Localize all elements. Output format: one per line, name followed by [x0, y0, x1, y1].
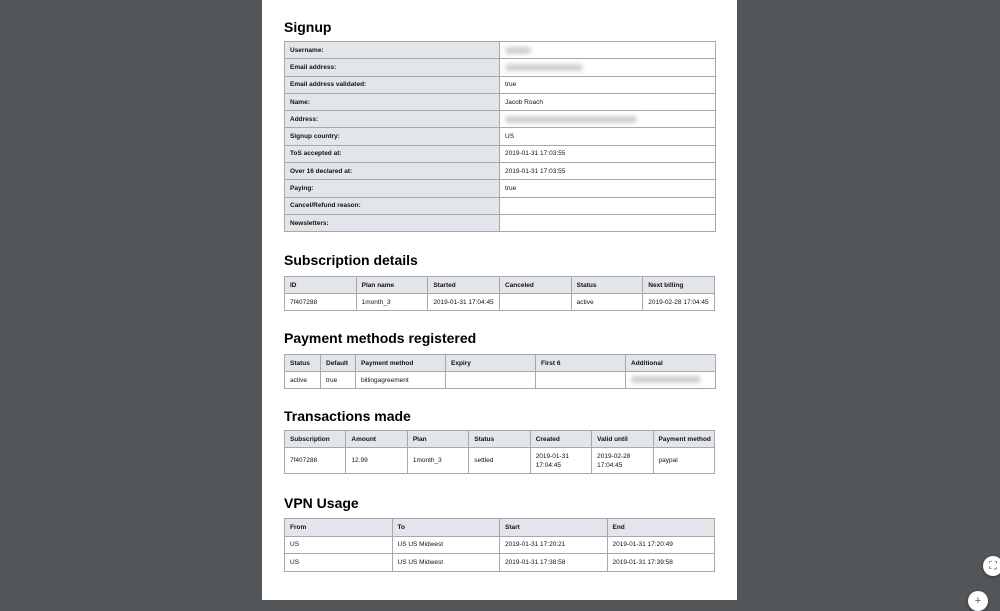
signup-row-username	[285, 42, 716, 59]
column-header: Payment method	[356, 355, 446, 372]
fit-page-icon[interactable]: ⛶	[983, 556, 1000, 576]
signup-value-redacted	[500, 59, 716, 76]
column-header: Amount	[346, 431, 407, 448]
table-cell: active	[571, 294, 643, 311]
column-header: End	[607, 519, 715, 537]
signup-section	[284, 16, 716, 232]
table-cell: 7f407288	[285, 448, 346, 474]
signup-row-paying	[285, 180, 716, 197]
table-cell	[499, 294, 571, 311]
table-cell: 2019-01-31 17:39:58	[607, 554, 715, 572]
signup-row-name	[285, 93, 716, 110]
vpn-title: VPN Usage	[284, 495, 359, 511]
signup-row-tos	[285, 145, 716, 162]
signup-row-email-validated	[285, 76, 716, 93]
table-cell: 2019-01-31 17:38:58	[500, 554, 608, 572]
redacted-blur	[505, 116, 637, 123]
column-header: Created	[530, 431, 591, 448]
signup-table	[284, 41, 716, 232]
column-header: Payment method	[653, 431, 714, 448]
table-row	[285, 372, 716, 389]
signup-value-redacted	[500, 42, 716, 59]
signup-value: 2019-01-31 17:03:55	[500, 163, 716, 180]
column-header: To	[392, 519, 500, 537]
signup-label: Cancel/Refund reason:	[285, 197, 500, 214]
column-header: Next billing	[643, 277, 715, 294]
table-header-row	[285, 519, 715, 537]
signup-value: US	[500, 128, 716, 145]
table-cell: 2019-01-31 17:04:45	[428, 294, 500, 311]
transactions-title: Transactions made	[284, 408, 411, 424]
table-cell: active	[285, 372, 321, 389]
signup-value	[500, 214, 716, 231]
payment-table	[284, 354, 716, 389]
column-header: Canceled	[499, 277, 571, 294]
subscription-table	[284, 276, 715, 311]
table-row	[285, 536, 715, 554]
table-cell: 2019-01-31 17:20:49	[607, 536, 715, 554]
table-cell: paypal	[653, 448, 714, 474]
signup-value: 2019-01-31 17:03:55	[500, 145, 716, 162]
table-header-row	[285, 277, 715, 294]
signup-label: ToS accepted at:	[285, 145, 500, 162]
transactions-section	[284, 405, 715, 474]
column-header: Plan	[407, 431, 468, 448]
column-header: Additional	[626, 355, 716, 372]
table-row	[285, 294, 715, 311]
signup-row-newsletters	[285, 214, 716, 231]
table-header-row	[285, 431, 715, 448]
table-cell	[446, 372, 536, 389]
column-header: Start	[500, 519, 608, 537]
column-header: Expiry	[446, 355, 536, 372]
signup-value-redacted	[500, 111, 716, 128]
signup-row-country	[285, 128, 716, 145]
signup-row-address	[285, 111, 716, 128]
table-cell: 7f407288	[285, 294, 357, 311]
subscription-title: Subscription details	[284, 252, 418, 268]
signup-label: Name:	[285, 93, 500, 110]
signup-value: true	[500, 180, 716, 197]
column-header: First 6	[536, 355, 626, 372]
table-cell: US	[285, 554, 393, 572]
redacted-blur	[505, 47, 531, 54]
signup-label: Address:	[285, 111, 500, 128]
signup-label: Paying:	[285, 180, 500, 197]
column-header: Started	[428, 277, 500, 294]
table-cell: US US Midwest	[392, 536, 500, 554]
table-cell: 2019-02-28 17:04:45	[643, 294, 715, 311]
vpn-table	[284, 518, 715, 572]
table-header-row	[285, 355, 716, 372]
signup-row-email	[285, 59, 716, 76]
table-cell: US	[285, 536, 393, 554]
column-header: Valid until	[592, 431, 653, 448]
signup-label: Username:	[285, 42, 500, 59]
table-row	[285, 448, 715, 474]
subscription-section	[284, 249, 715, 311]
signup-label: Signup country:	[285, 128, 500, 145]
signup-label: Over 16 declared at:	[285, 163, 500, 180]
signup-row-cancel-reason	[285, 197, 716, 214]
table-cell: 12.99	[346, 448, 407, 474]
redacted-blur	[631, 376, 701, 383]
transactions-table	[284, 430, 715, 474]
table-cell: 1month_3	[356, 294, 428, 311]
signup-value: Jacob Roach	[500, 93, 716, 110]
table-cell-redacted	[626, 372, 716, 389]
column-header: ID	[285, 277, 357, 294]
payment-section	[284, 327, 716, 389]
column-header: Plan name	[356, 277, 428, 294]
payment-title: Payment methods registered	[284, 330, 477, 346]
table-row	[285, 554, 715, 572]
column-header: Status	[469, 431, 530, 448]
redacted-blur	[505, 64, 583, 71]
column-header: From	[285, 519, 393, 537]
signup-label: Email address:	[285, 59, 500, 76]
signup-value	[500, 197, 716, 214]
table-cell: 2019-01-31 17:20:21	[500, 536, 608, 554]
signup-title: Signup	[284, 19, 332, 35]
table-cell: true	[321, 372, 356, 389]
signup-label: Email address validated:	[285, 76, 500, 93]
column-header: Default	[321, 355, 356, 372]
column-header: Subscription	[285, 431, 346, 448]
column-header: Status	[571, 277, 643, 294]
table-cell: US US Midwest	[392, 554, 500, 572]
signup-row-over16	[285, 163, 716, 180]
table-cell: 1month_3	[407, 448, 468, 474]
zoom-in-icon[interactable]: +	[968, 591, 988, 611]
table-cell: settled	[469, 448, 530, 474]
table-cell: 2019-02-28 17:04:45	[592, 448, 653, 474]
vpn-section	[284, 492, 715, 572]
table-cell	[536, 372, 626, 389]
column-header: Status	[285, 355, 321, 372]
signup-value: true	[500, 76, 716, 93]
pdf-page	[262, 0, 737, 600]
table-cell: 2019-01-31 17:04:45	[530, 448, 591, 474]
signup-label: Newsletters:	[285, 214, 500, 231]
table-cell: billingagreement	[356, 372, 446, 389]
